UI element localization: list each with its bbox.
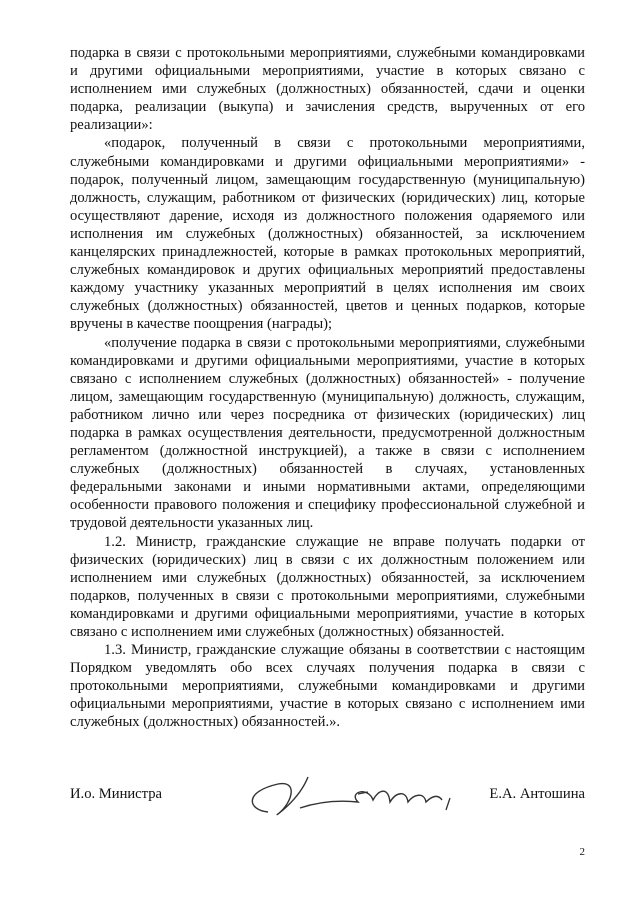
paragraph-gift-definition: «подарок, полученный в связи с протокольными мероприятиями, служебными командировками и другими официальными мероприятиями» - подарок, полученный лицом, замещающим государственную (муниципальную) должность, служащим, работником от физических (юридических) лиц, которые осуществляют дарение, исходя из должностного положения одаряемого или исполнения им служебных (должностных) обязанностей, за исключением канцелярских принадлежностей, которые в рамках протокольных мероприятий, служебных командировок и других официальных мероприятий предоставлены каждому участнику указанных мероприятий в целях исполнения им своих служебных (должностных) обязанностей, цветов и ценных подарков, которые вручены в качестве поощрения (награды);	[70, 135, 585, 333]
signature-block	[70, 772, 585, 832]
page-number: 2	[579, 846, 585, 858]
document-body	[70, 44, 585, 732]
signatory-name: Е.А. Антошина	[489, 786, 585, 802]
paragraph-1-3: 1.3. Министр, гражданские служащие обязаны в соответствии с настоящим Порядком уведомлять обо всех случаях получения подарка в связи с протокольными мероприятиями, служебными командировками и другими официальными мероприятиями, участие в которых связано с исполнением ими служебных (должностных) обязанностей.».	[70, 642, 585, 731]
paragraph-receipt-definition: «получение подарка в связи с протокольными мероприятиями, служебными командировками и другими официальными мероприятиями, участие в которых связано с исполнением служебных (должностных) обязанностей» - получение лицом, замещающим государственную (муниципальную) должность, служащим, работником лично или через посредника от физических (юридических) лиц подарка в рамках осуществления деятельности, предусмотренной должностным регламентом (должностной инструкцией), а также в связи с исполнением служебных (должностных) обязанностей в случаях, установленных федеральными законами и иными нормативными актами, определяющими особенности правового положения и специфику профессиональной служебной и трудовой деятельности указанных лиц.	[70, 334, 585, 532]
paragraph-continuation: подарка в связи с протокольными мероприятиями, служебными командировками и другими официальными мероприятиями, участие в которых связано с исполнением ими служебных (должностных) обязанностей, сдачи и оценки подарка, реализации (выкупа) и зачисления средств, вырученных от его реализации»:	[70, 45, 585, 134]
signatory-title: И.о. Министра	[70, 786, 162, 802]
paragraph-1-2: 1.2. Министр, гражданские служащие не вправе получать подарки от физических (юридических) лиц в связи с их должностным положением или исполнением ими служебных (должностных) обязанностей, за исключением подарков, полученных в связи с протокольными мероприятиями, служебными командировками и другими официальными мероприятиями, участие в которых связано с исполнением ими служебных (должностных) обязанностей.	[70, 533, 585, 640]
handwritten-signature	[238, 772, 468, 822]
